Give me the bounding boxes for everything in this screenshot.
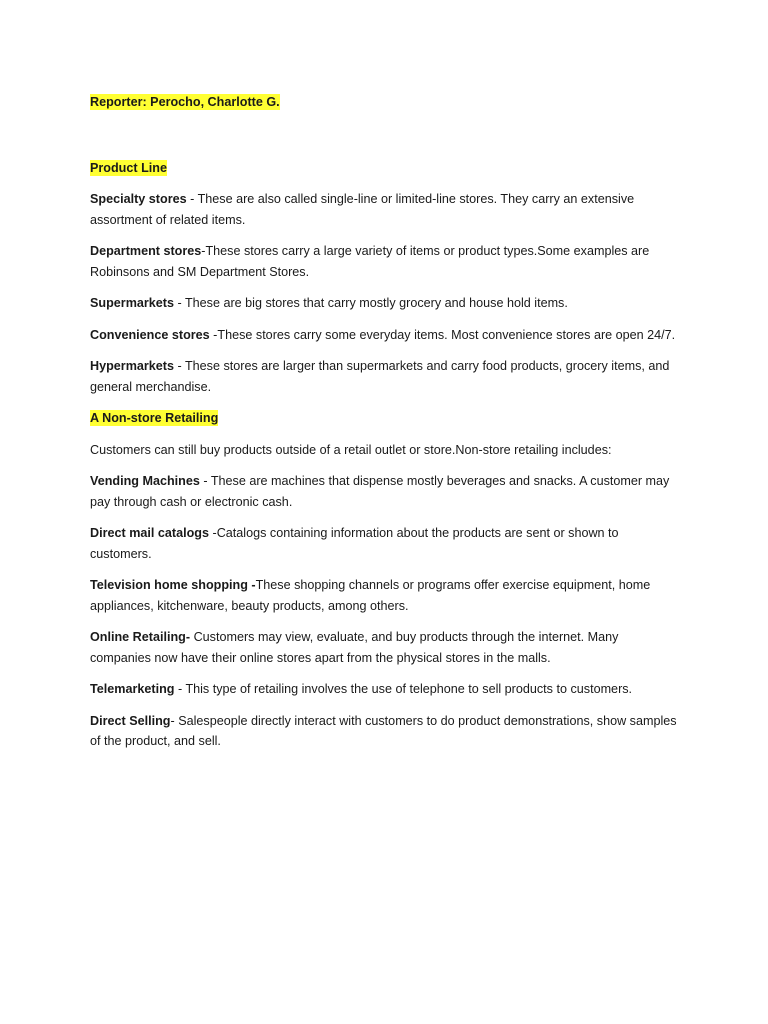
entry-separator: - (186, 192, 198, 206)
entry-separator: - (209, 327, 218, 342)
entry-online-retailing (90, 627, 680, 668)
entry-term: Telemarketing (90, 682, 175, 696)
entry-separator: - (174, 682, 186, 696)
entry-department-stores (90, 241, 680, 282)
entry-separator: - (199, 474, 211, 488)
entry-description: These shopping channels or programs offer exercise equipment, home appliances, kitchenware, beauty products, among others. (90, 578, 651, 613)
entry-supermarkets (90, 293, 680, 314)
entry-term: Convenience stores (90, 327, 210, 342)
entry-description: These stores carry some everyday items. Most convenience stores are open 24/7. (217, 327, 676, 342)
entry-description: These stores carry a large variety of items or product types.Some examples are Robinsons and SM Department Stores. (90, 244, 650, 279)
entry-vending-machines (90, 471, 680, 512)
entry-separator: - (201, 244, 206, 258)
entry-term: Direct Selling (90, 713, 171, 728)
entry-description: These are big stores that carry mostly grocery and house hold items. (184, 296, 568, 310)
entry-term: Direct mail catalogs (90, 526, 209, 540)
entry-television-home-shopping (90, 575, 680, 616)
entry-description: These stores are larger than supermarkets and carry food products, grocery items, and general merchandise. (90, 359, 670, 394)
entry-separator: - (174, 296, 185, 310)
entry-telemarketing (90, 679, 680, 700)
document-body (90, 92, 680, 752)
entry-convenience-stores (90, 325, 680, 346)
entry-term: Supermarkets (90, 296, 174, 310)
entry-description: This type of retailing involves the use of telephone to sell products to customers. (185, 682, 633, 696)
entry-term: Vending Machines (90, 474, 200, 488)
entry-separator: - (170, 713, 179, 728)
entry-description: Customers may view, evaluate, and buy products through the internet. Many companies now have their online stores apart from the physical stores in the malls. (90, 630, 619, 665)
section-intro: Customers can still buy products outside of a retail outlet or store.Non-store retailing includes: (90, 442, 612, 457)
entry-direct-selling (90, 711, 680, 752)
entry-description: These are machines that dispense mostly beverages and snacks. A customer may pay through cash or electronic cash. (90, 474, 670, 509)
entry-description: Salespeople directly interact with customers to do product demonstrations, show samples of the product, and sell. (90, 713, 677, 748)
reporter-line (90, 92, 680, 113)
entry-term: Hypermarkets (90, 359, 175, 373)
entry-hypermarkets (90, 356, 680, 397)
entry-term: Television home shopping - (90, 578, 256, 592)
entry-description: These are also called single-line or limited-line stores. They carry an extensive assortment of related items. (90, 192, 635, 227)
section-heading-non-store-retailing: A Non-store Retailing (90, 411, 219, 425)
entry-term: Specialty stores (90, 192, 187, 206)
section-heading-product-line: Product Line (90, 160, 167, 175)
entry-description: Catalogs containing information about the products are sent or shown to customers. (90, 526, 619, 561)
entry-term: Department stores (90, 244, 202, 258)
entry-direct-mail-catalogs (90, 523, 680, 564)
entry-separator: - (209, 526, 217, 540)
entry-specialty-stores (90, 189, 680, 230)
entry-term: Online Retailing- (90, 630, 191, 644)
entry-separator: - (174, 359, 185, 373)
reporter-highlight: Reporter: Perocho, Charlotte G. (90, 95, 280, 109)
